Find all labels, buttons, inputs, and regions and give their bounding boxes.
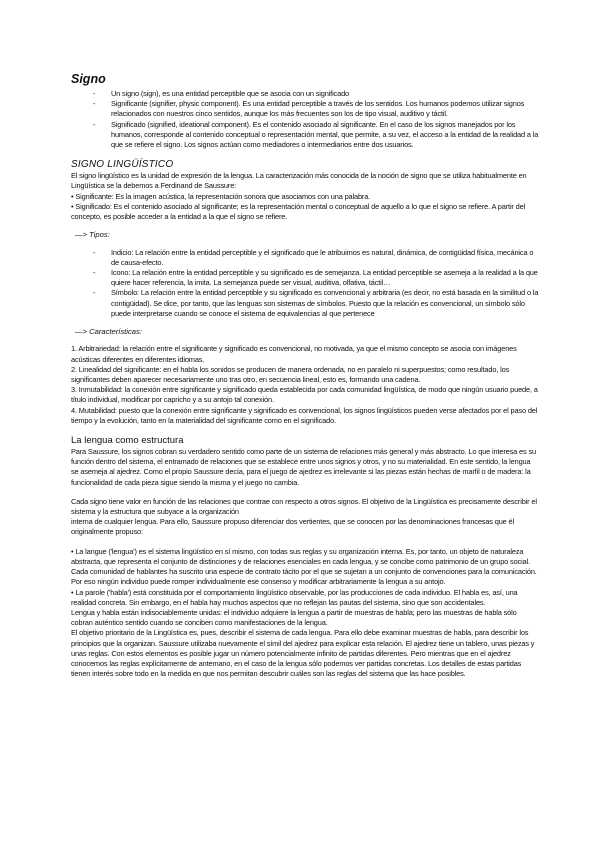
list-item: - Icono: La relación entre la entidad perceptible y su significado es de semejanza. La entidad perceptible se asemeja a la realidad a la que quiere hacer referencia, la imita. La semejanza puede ser visual, auditiva, olfativa, táctil… bbox=[93, 268, 539, 288]
paragraph: El signo lingüístico es la unidad de expresión de la lengua. La caracterización más conocida de la noción de signo que se utiliza habitualmente en Lingüística se la debemos a Ferdinand de Saussure: bbox=[71, 171, 527, 191]
bullet-significante: • Significante: Es la imagen acústica, la representación sonora que asociamos con una palabra. bbox=[71, 191, 371, 201]
list-item: - Significado (signified, ideational component). Es el contenido asociado al significante. En el caso de los signos manejados por los humanos, corresponde al contenido conceptual o representación mental, que permite, a su vez, el acceso a la entidad de la realidad a la que se refiere el signo. Los signos actúan como mediadores o intermediarios entre dos usuarios. bbox=[93, 120, 539, 151]
numbered-item: 1. Arbitrariedad: la relación entre el significante y significado es convencional, no motivada, ya que el mismo concepto se asocia con imágenes acústicas diferentes en diferentes idiomas. bbox=[71, 344, 517, 364]
tipos-list bbox=[71, 248, 539, 319]
paragraph: El objetivo prioritario de la Lingüística es, pues, describir el sistema de cada lengua. Para ello debe examinar muestras de habla, para describir los principios que la organizan. Saussure utilizaba nuevamente el símil del ajedrez para explicar esta relación. El ajedrez tiene un tablero, unas piezas y unas reglas. Con estos elementos es posible jugar un número potencialmente infinito de partidas diferentes. Pero mientras que en el ajedrez conocemos las reglas explícitamente de antemano, en el caso de la lengua sólo podemos ver partidas concretas. Los detalles de estas partidas tienen interés sobre todo en la medida en que nos permitan descubrir cuáles son las reglas del sistema que las hace posibles. bbox=[71, 628, 535, 679]
paragraph: Lengua y habla están indisociablemente unidas: el individuo adquiere la lengua a partir de muestras de habla; pero las muestras de habla sólo cobran auténtico sentido cuando se conciben como manifestaciones de la lengua. bbox=[71, 607, 517, 628]
list-item: - Símbolo: La relación entre la entidad perceptible y su significado es convencional y arbitraria (es decir, no está basada en la similitud o la contigüidad). Se dice, por tanto, que las lenguas son sistemas de símbolos. Puesto que la relación es convencional, un símbolo sólo puede interpretarse cuando se conoce el sistema de equivalencias al que pertenece bbox=[93, 288, 539, 319]
numbered-item: 2. Linealidad del significante: en el habla los sonidos se producen de manera ordenada, no en paralelo ni superpuestos; como resultado, los significantes deben aparecer necesariamente uno tras otro, en secuencia lineal, esto es, formando una cadena. bbox=[71, 364, 510, 385]
numbered-item: 3. Inmutabilidad: la conexión entre significante y significado queda establecida por cada comunidad lingüística, de modo que ningún usuario puede, a título individual, modificar por capricho y a su antojo tal conexión. bbox=[71, 385, 538, 405]
section-title-signo: Signo bbox=[71, 72, 106, 86]
numbered-item: 4. Mutabilidad: puesto que la conexión entre significante y significado es convencional, los signos lingüísticos pueden verse afectados por el paso del tiempo y la evolución, tanto en la materialidad del significante como en el significado. bbox=[71, 405, 538, 425]
subheading-caracteristicas: —> Características: bbox=[75, 326, 142, 336]
signo-list bbox=[71, 89, 539, 150]
section-title-lengua-estructura: La lengua como estructura bbox=[71, 435, 184, 447]
bullet-langue: • La langue ('lengua') es el sistema lingüístico en sí mismo, con todas sus reglas y su organización interna. Es, por tanto, un objeto de naturaleza abstracta, que representa el conjunto de distinciones y de relaciones esenciales en cada lengua, y se concibe como patrimonio de un grupo social. Cada comunidad de hablantes ha suscrito una especie de contrato tácito por el que se sujetan a un conjunto de convenciones para la comunicación. Por eso ningún individuo puede romper individualmente ese consenso y modificar arbitrariamente la lengua a su antojo. bbox=[71, 546, 537, 587]
paragraph: Para Saussure, los signos cobran su verdadero sentido como parte de un sistema de relaciones más general y más abstracto. Lo que interesa es su función dentro del sistema, el entramado de relaciones que se establece entre unos signos y otros, y no su materialidad. En este sentido, la lengua se asemeja al ajedrez. Como el propio Saussure decía, para el juego de ajedrez es irrelevante si las piezas están hechas de marfil o de madera: la funcionalidad de cada pieza sigue siendo la misma y el juego no cambia. bbox=[71, 447, 536, 487]
paragraph: Cada signo tiene valor en función de las relaciones que contrae con respecto a otros signos. El objetivo de la Lingüística es precisamente describir el sistema y la estructura que subyace a la organización bbox=[71, 496, 537, 517]
bullet-parole: • La parole ('habla') está constituida por el comportamiento lingüístico observable, por las producciones de cada individuo. El habla es, así, una realidad concreta. Sin embargo, en el habla hay muchos aspectos que no reflejan las pautas del sistema, sino que son accidentales. bbox=[71, 587, 518, 607]
list-item: - Indicio: La relación entre la entidad perceptible y el significado que le atribuimos es natural, dinámica, de contigüidad física, mecánica o de causa-efecto. bbox=[93, 248, 539, 268]
subheading-tipos: —> Tipos: bbox=[75, 229, 110, 239]
paragraph: interna de cualquier lengua. Para ello, Saussure propuso diferenciar dos vertientes, que se conocen por las denominaciones francesas que él originalmente propuso: bbox=[71, 517, 514, 537]
section-title-signo-linguistico: SIGNO LINGÜÍSTICO bbox=[71, 159, 174, 171]
list-item: - Significante (signifier, physic component). Es una entidad perceptible a través de los sentidos. Los humanos podemos utilizar signos relacionados con nuestros cinco sentidos, aunque los más frecuentes son los de tipo visual, auditivo y táctil. bbox=[93, 99, 539, 119]
document-page bbox=[71, 72, 539, 679]
list-item: - Un signo (sign), es una entidad perceptible que se asocia con un significado bbox=[93, 89, 539, 99]
bullet-significado: • Significado: Es el contenido asociado al significante; es la representación mental o conceptual de aquello a lo que el signo se refiere. A partir del concepto, es posible acceder a la entidad a la que el signo se refiere. bbox=[71, 201, 526, 222]
